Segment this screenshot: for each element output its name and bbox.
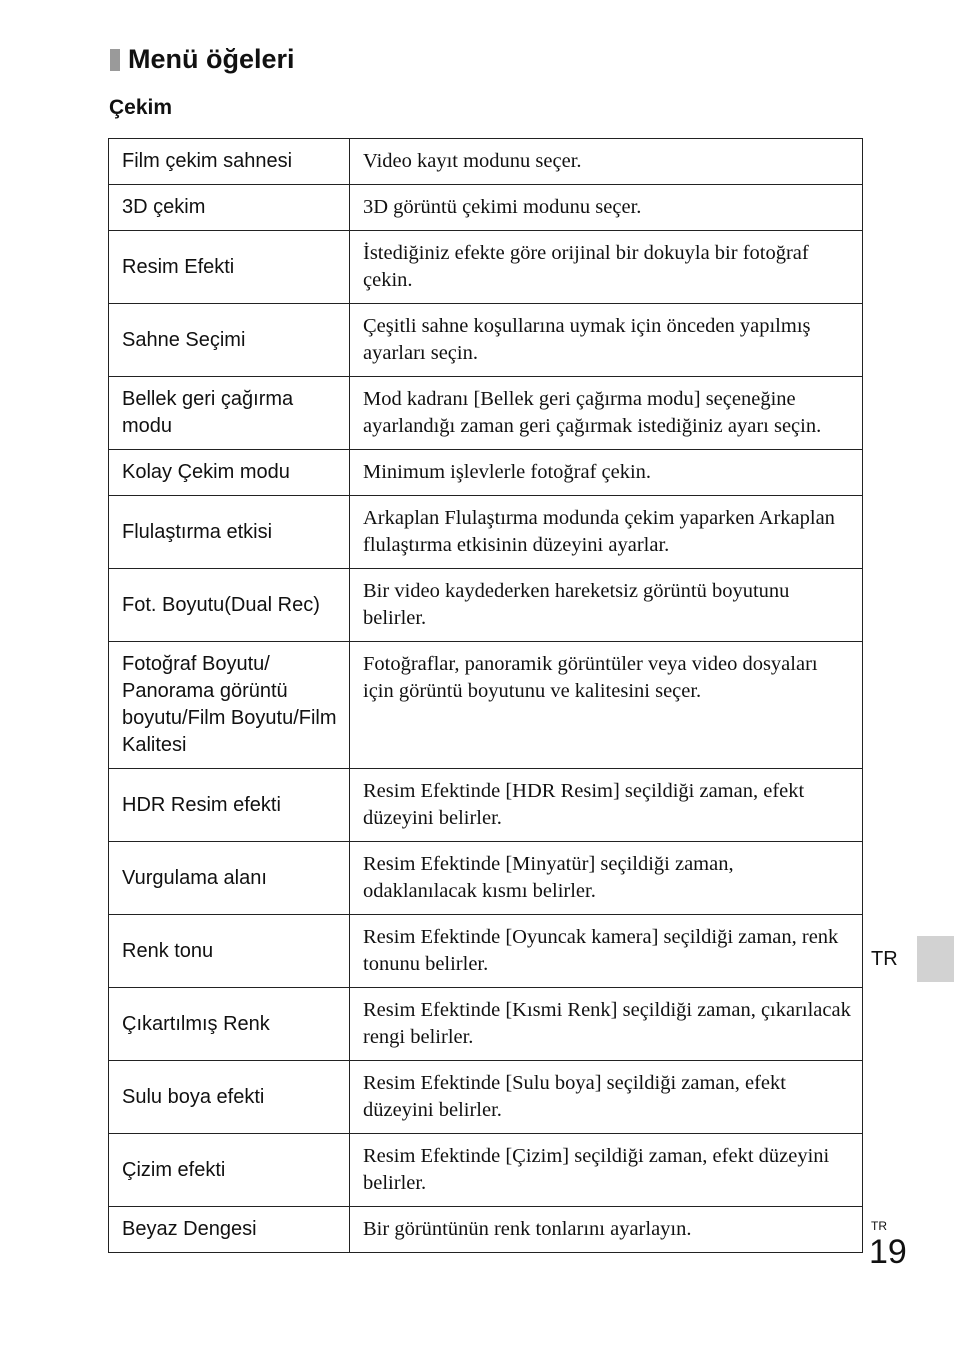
item-name: Sahne Seçimi <box>109 304 350 377</box>
table-row <box>109 304 863 377</box>
item-description: 3D görüntü çekimi modunu seçer. <box>350 185 863 231</box>
table-row <box>109 988 863 1061</box>
table-row <box>109 1207 863 1253</box>
table-row <box>109 1134 863 1207</box>
table-row <box>109 185 863 231</box>
item-description: Resim Efektinde [Çizim] seçildiği zaman, efekt düzeyini belirler. <box>350 1134 863 1207</box>
item-name: Sulu boya efekti <box>109 1061 350 1134</box>
item-name: Vurgulama alanı <box>109 842 350 915</box>
subsection-heading: Çekim <box>109 96 173 119</box>
item-description: Bir video kaydederken hareketsiz görüntü boyutunu belirler. <box>350 569 863 642</box>
table-row <box>109 915 863 988</box>
item-description: Resim Efektinde [Minyatür] seçildiği zaman, odaklanılacak kısmı belirler. <box>350 842 863 915</box>
item-description: Resim Efektinde [Kısmi Renk] seçildiği zaman, çıkarılacak rengi belirler. <box>350 988 863 1061</box>
item-description: Arkaplan Flulaştırma modunda çekim yaparken Arkaplan flulaştırma etkisinin düzeyini ayarlar. <box>350 496 863 569</box>
table-row <box>109 842 863 915</box>
section-heading <box>110 46 295 73</box>
heading-marker <box>110 49 120 71</box>
item-description: İstediğiniz efekte göre orijinal bir dokuyla bir fotoğraf çekin. <box>350 231 863 304</box>
item-name: Flulaştırma etkisi <box>109 496 350 569</box>
item-description: Mod kadranı [Bellek geri çağırma modu] seçeneğine ayarlandığı zaman geri çağırmak istediğiniz ayarı seçin. <box>350 377 863 450</box>
heading-text: Menü öğeleri <box>128 44 295 74</box>
table-row <box>109 1061 863 1134</box>
item-description: Minimum işlevlerle fotoğraf çekin. <box>350 450 863 496</box>
item-description: Resim Efektinde [Oyuncak kamera] seçildiği zaman, renk tonunu belirler. <box>350 915 863 988</box>
language-label: TR <box>871 948 898 970</box>
item-name: Renk tonu <box>109 915 350 988</box>
page-number: 19 <box>869 1233 907 1271</box>
item-name: Resim Efekti <box>109 231 350 304</box>
table-row <box>109 139 863 185</box>
table-row <box>109 496 863 569</box>
item-description: Fotoğraflar, panoramik görüntüler veya video dosyaları için görüntü boyutunu ve kalitesini seçer. <box>350 642 863 769</box>
table-row <box>109 377 863 450</box>
table-row <box>109 642 863 769</box>
item-name: HDR Resim efekti <box>109 769 350 842</box>
table-row <box>109 569 863 642</box>
item-description: Çeşitli sahne koşullarına uymak için önceden yapılmış ayarları seçin. <box>350 304 863 377</box>
page-language-label: TR <box>871 1219 887 1233</box>
item-name: Film çekim sahnesi <box>109 139 350 185</box>
item-name: Bellek geri çağırma modu <box>109 377 350 450</box>
item-name: Çizim efekti <box>109 1134 350 1207</box>
table-row <box>109 450 863 496</box>
item-name: Fotoğraf Boyutu/ Panorama görüntü boyutu/Film Boyutu/Film Kalitesi <box>109 642 350 769</box>
language-tab <box>917 936 954 982</box>
menu-items-table <box>108 138 863 1253</box>
table-row <box>109 231 863 304</box>
item-description: Bir görüntünün renk tonlarını ayarlayın. <box>350 1207 863 1253</box>
item-description: Resim Efektinde [HDR Resim] seçildiği zaman, efekt düzeyini belirler. <box>350 769 863 842</box>
item-description: Resim Efektinde [Sulu boya] seçildiği zaman, efekt düzeyini belirler. <box>350 1061 863 1134</box>
item-name: Çıkartılmış Renk <box>109 988 350 1061</box>
item-description: Video kayıt modunu seçer. <box>350 139 863 185</box>
item-name: Kolay Çekim modu <box>109 450 350 496</box>
item-name: 3D çekim <box>109 185 350 231</box>
table-row <box>109 769 863 842</box>
item-name: Fot. Boyutu(Dual Rec) <box>109 569 350 642</box>
item-name: Beyaz Dengesi <box>109 1207 350 1253</box>
